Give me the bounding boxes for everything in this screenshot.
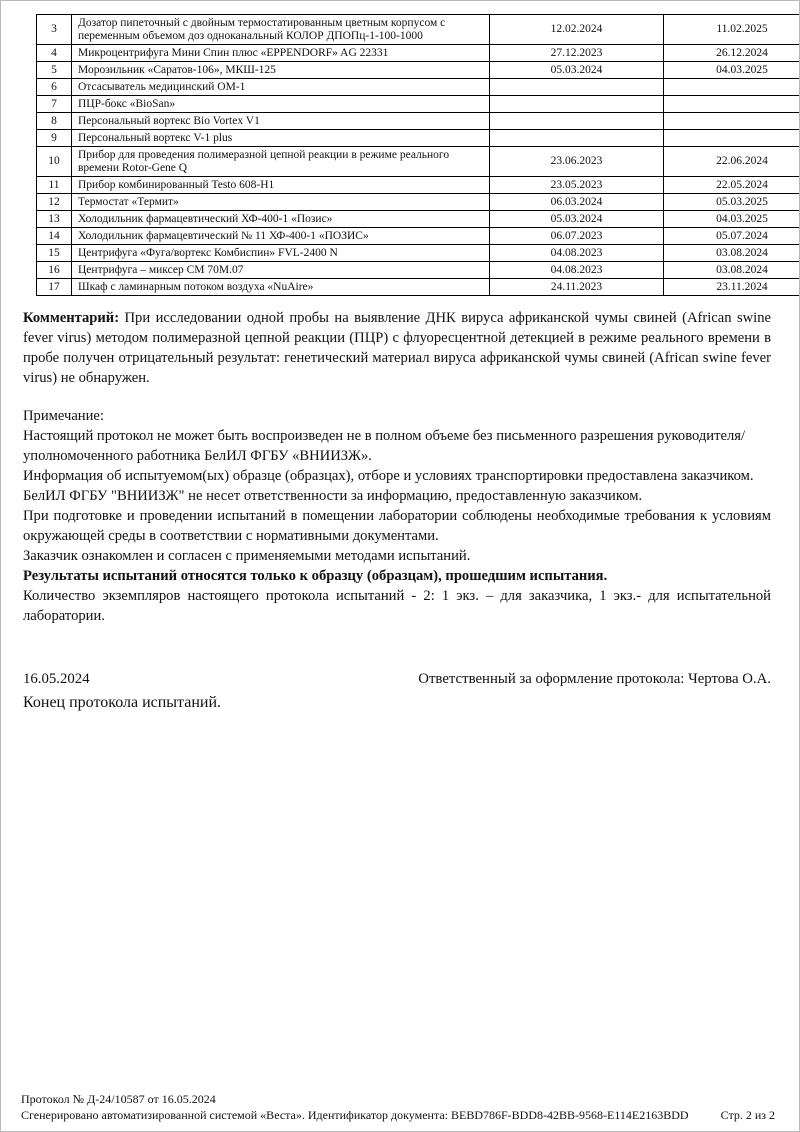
row-description: Холодильник фармацевтический ХФ-400-1 «Позис» [72,211,490,228]
row-number: 11 [37,177,72,194]
row-date-from [490,130,664,147]
row-description: Персональный вортекс V-1 plus [72,130,490,147]
row-date-from: 23.05.2023 [490,177,664,194]
row-number: 10 [37,147,72,177]
row-number: 14 [37,228,72,245]
signoff-responsible: Ответственный за оформление протокола: Чертова О.А. [418,671,771,687]
row-date-to [664,113,800,130]
row-date-to [664,96,800,113]
row-number: 17 [37,279,72,296]
row-date-from [490,79,664,96]
notes-lines [23,426,771,566]
row-description: Персональный вортекс Bio Vortex V1 [72,113,490,130]
row-description: Холодильник фармацевтический № 11 ХФ-400-1 «ПОЗИС» [72,228,490,245]
note-line: Заказчик ознакомлен и согласен с применяемыми методами испытаний. [23,548,471,564]
row-date-from: 27.12.2023 [490,45,664,62]
table-row [37,130,800,147]
comment-text: При исследовании одной пробы на выявление ДНК вируса африканской чумы свиней (African swine fever virus) методом полимеразной цепной реакции (ПЦР) с флуоресцентной детекцией в режиме реального времени в пробе получен отрицательный результат: генетический материал вируса африканской чумы свиней (African swine fever virus) не обнаружен. [23,310,771,386]
row-number: 12 [37,194,72,211]
table-row [37,96,800,113]
copies-paragraph: Количество экземпляров настоящего протокола испытаний - 2: 1 экз. – для заказчика, 1 экз.- для испытательной лаборатории. [23,588,771,624]
signoff-row [23,669,771,690]
row-date-to: 04.03.2025 [664,211,800,228]
row-description: Термостат «Термит» [72,194,490,211]
row-date-to: 11.02.2025 [664,15,800,45]
row-date-from [490,96,664,113]
row-number: 16 [37,262,72,279]
footer-page-number: Стр. 2 из 2 [720,1107,775,1122]
row-description: Морозильник «Саратов-106», МКШ-125 [72,62,490,79]
row-number: 15 [37,245,72,262]
row-date-to: 04.03.2025 [664,62,800,79]
table-row [37,245,800,262]
comment-label: Комментарий: [23,310,120,326]
table-row [37,194,800,211]
footer-generated-text: Сгенерировано автоматизированной системой «Веста». Идентификатор документа: BEBD786F-BDD8-42BB-9568-E114E2163BDD [21,1107,689,1122]
table-row [37,177,800,194]
row-date-to [664,79,800,96]
equipment-table [36,14,800,296]
row-date-from: 05.03.2024 [490,62,664,79]
row-date-from [490,113,664,130]
row-description: Шкаф с ламинарным потоком воздуха «NuAire» [72,279,490,296]
row-description: Центрифуга «Фуга/вортекс Комбиспин» FVL-2400 N [72,245,490,262]
row-description: Прибор для проведения полимеразной цепной реакции в режиме реального времени Rotor-Gene Q [72,147,490,177]
row-date-to: 05.07.2024 [664,228,800,245]
page-footer [21,1092,775,1123]
row-number: 7 [37,96,72,113]
row-date-to: 05.03.2025 [664,194,800,211]
row-number: 5 [37,62,72,79]
table-row [37,45,800,62]
row-description: Дозатор пипеточный с двойным термостатированным цветным корпусом с переменным объемом доз одноканальный КОЛОР ДПОПц-1-100-1000 [72,15,490,45]
note-line: БелИЛ ФГБУ "ВНИИЗЖ" не несет ответственности за информацию, предоставленную заказчиком. [23,488,643,504]
footer-generated-row [21,1108,775,1124]
row-description: Центрифуга – миксер СМ 70М.07 [72,262,490,279]
table-row [37,262,800,279]
table-row [37,228,800,245]
comment-paragraph [23,308,771,388]
row-description: ПЦР-бокс «BioSan» [72,96,490,113]
row-number: 13 [37,211,72,228]
table-row [37,79,800,96]
note-line: Настоящий протокол не может быть воспроизведен не в полном объеме без письменного разрешения руководителя/уполномоченного работника БелИЛ ФГБУ «ВНИИЗЖ». [23,428,746,464]
row-date-to: 22.05.2024 [664,177,800,194]
row-date-from: 12.02.2024 [490,15,664,45]
table-row [37,279,800,296]
results-bold-line: Результаты испытаний относятся только к образцу (образцам), прошедшим испытания. [23,568,608,584]
table-row [37,147,800,177]
row-description: Отсасыватель медицинский ОМ-1 [72,79,490,96]
row-date-from: 06.07.2023 [490,228,664,245]
row-date-to [664,130,800,147]
table-row [37,113,800,130]
note-line: Информация об испытуемом(ых) образце (образцах), отборе и условиях транспортировки предоставлена заказчиком. [23,468,754,484]
row-number: 6 [37,79,72,96]
table-row [37,15,800,45]
row-description: Прибор комбинированный Testo 608-H1 [72,177,490,194]
table-row [37,211,800,228]
note-line: При подготовке и проведении испытаний в помещении лаборатории соблюдены необходимые требования к условиям окружающей среды в соответствии с нормативными документами. [23,508,771,544]
row-date-from: 24.11.2023 [490,279,664,296]
row-description: Микроцентрифуга Мини Спин плюс «EPPENDORF» AG 22331 [72,45,490,62]
document-content [1,1,799,714]
row-number: 4 [37,45,72,62]
row-number: 9 [37,130,72,147]
row-date-to: 23.11.2024 [664,279,800,296]
row-date-from: 23.06.2023 [490,147,664,177]
row-date-from: 04.08.2023 [490,262,664,279]
row-date-to: 03.08.2024 [664,245,800,262]
row-date-from: 05.03.2024 [490,211,664,228]
equipment-table-body [37,15,800,296]
row-number: 3 [37,15,72,45]
notes-title: Примечание: [23,408,104,424]
footer-protocol-number: Протокол № Д-24/10587 от 16.05.2024 [21,1092,216,1106]
row-date-from: 06.03.2024 [490,194,664,211]
row-date-to: 03.08.2024 [664,262,800,279]
table-row [37,62,800,79]
row-date-to: 26.12.2024 [664,45,800,62]
row-date-to: 22.06.2024 [664,147,800,177]
row-number: 8 [37,113,72,130]
end-of-protocol-line: Конец протокола испытаний. [23,694,222,711]
signoff-date: 16.05.2024 [23,671,90,687]
row-date-from: 04.08.2023 [490,245,664,262]
notes-section [23,406,771,626]
